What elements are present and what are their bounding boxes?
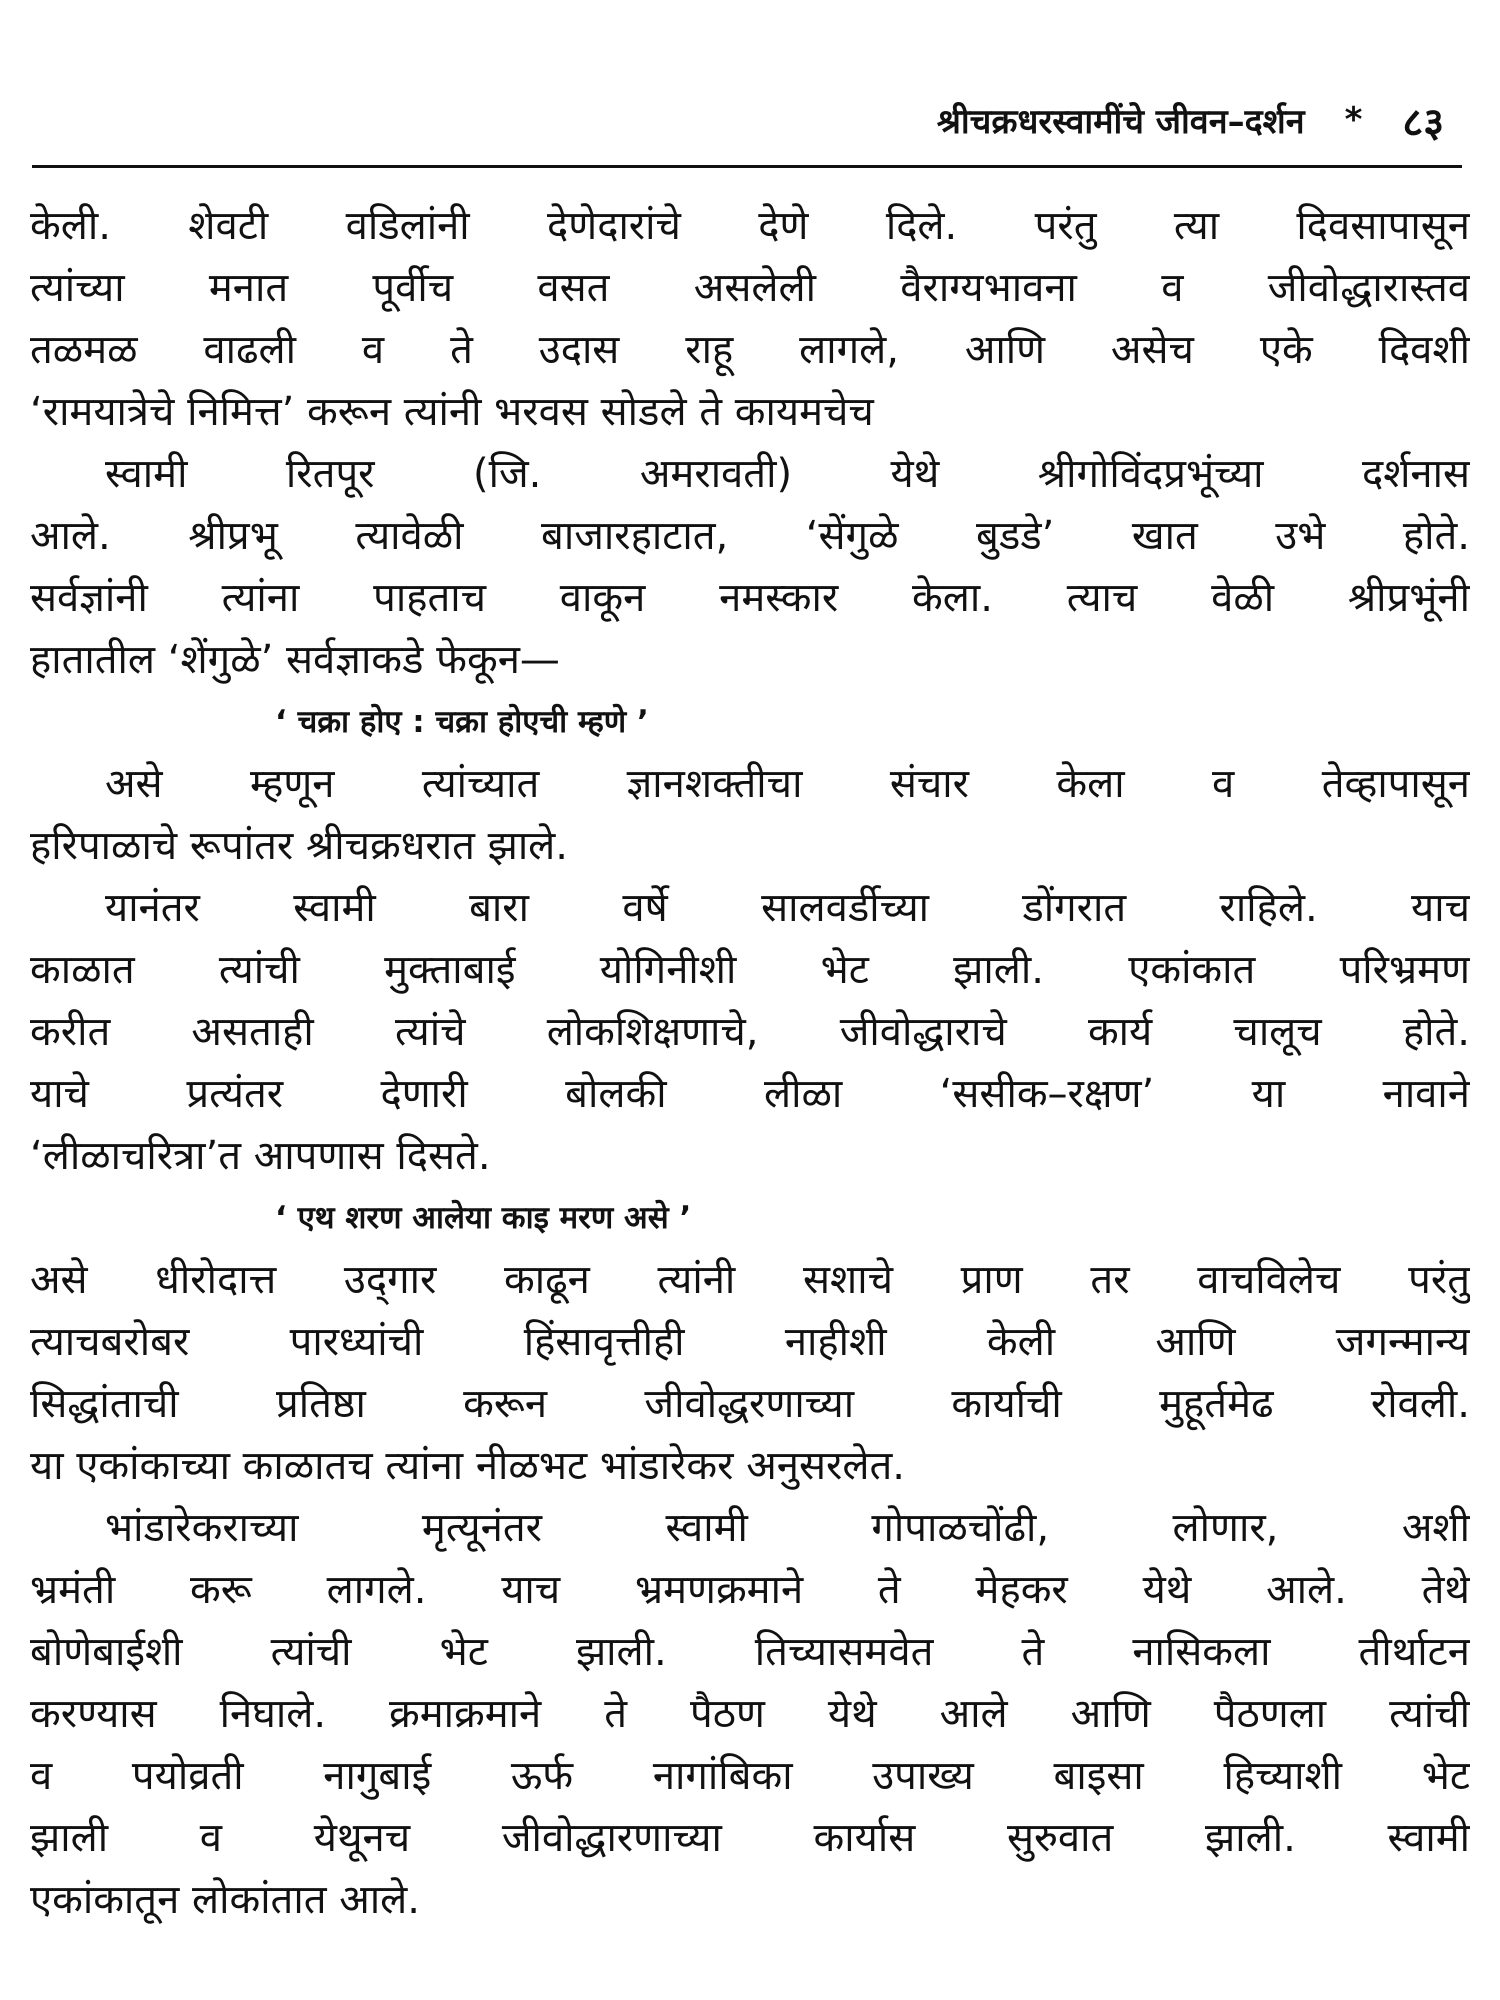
text-line: करीत असताही त्यांचे लोकशिक्षणाचे, जीवोद्धाराचे कार्य चालूच होते.: [30, 1009, 1470, 1055]
text-line: झाली व येथूनच जीवोद्धारणाच्या कार्यास सुरुवात झाली. स्वामी: [30, 1815, 1470, 1861]
text-line: या एकांकाच्या काळातच त्यांना नीळभट भांडारेकर अनुसरलेत.: [30, 1443, 906, 1489]
text-line: स्वामी रितपूर (जि. अमरावती) येथे श्रीगोविंदप्रभूंच्या दर्शनास: [105, 451, 1470, 497]
text-line: भांडारेकराच्या मृत्यूनंतर स्वामी गोपाळचोंढी, लोणार, अशी: [105, 1505, 1470, 1551]
block-quote: ‘ चक्रा होए : चक्रा होएची म्हणे ’: [275, 704, 649, 740]
text-line: हातातील ‘शेंगुळे’ सर्वज्ञाकडे फेकून—: [30, 637, 560, 683]
page-number: ८३: [1402, 99, 1444, 146]
running-header: [660, 90, 1450, 150]
text-line: सर्वज्ञांनी त्यांना पाहताच वाकून नमस्कार केला. त्याच वेळी श्रीप्रभूंनी: [30, 575, 1470, 621]
text-line: करण्यास निघाले. क्रमाक्रमाने ते पैठण येथे आले आणि पैठणला त्यांची: [30, 1691, 1470, 1737]
text-line: भ्रमंती करू लागले. याच भ्रमणक्रमाने ते मेहकर येथे आले. तेथे: [30, 1567, 1470, 1613]
block-quote: ‘ एथ शरण आलेया काइ मरण असे ’: [275, 1200, 692, 1236]
header-rule: [32, 165, 1462, 168]
text-line: सिद्धांताची प्रतिष्ठा करून जीवोद्धरणाच्या कार्याची मुहूर्तमेढ रोवली.: [30, 1381, 1470, 1427]
text-line: याचे प्रत्यंतर देणारी बोलकी लीळा ‘ससीक–रक्षण’ या नावाने: [30, 1071, 1470, 1117]
text-line: एकांकातून लोकांतात आले.: [30, 1877, 420, 1923]
text-line: ‘रामयात्रेचे निमित्त’ करून त्यांनी भरवस सोडले ते कायमचेच: [30, 389, 874, 435]
text-line: असे म्हणून त्यांच्यात ज्ञानशक्तीचा संचार केला व तेव्हापासून: [105, 761, 1470, 807]
text-line: यानंतर स्वामी बारा वर्षे सालवर्डीच्या डोंगरात राहिले. याच: [105, 885, 1470, 931]
text-line: तळमळ वाढली व ते उदास राहू लागले, आणि असेच एके दिवशी: [30, 327, 1470, 373]
text-line: त्याचबरोबर पारध्यांची हिंसावृत्तीही नाहीशी केली आणि जगन्मान्य: [30, 1319, 1470, 1365]
text-line: त्यांच्या मनात पूर्वीच वसत असलेली वैराग्यभावना व जीवोद्धारास्तव: [30, 265, 1470, 311]
text-line: व पयोव्रती नागुबाई ऊर्फ नागांबिका उपाख्य बाइसा हिच्याशी भेट: [30, 1753, 1470, 1799]
text-line: ‘लीळाचरित्रा’त आपणास दिसते.: [30, 1133, 491, 1179]
text-line: असे धीरोदात्त उद्‌गार काढून त्यांनी सशाचे प्राण तर वाचविलेच परंतु: [30, 1257, 1470, 1303]
text-line: हरिपाळाचे रूपांतर श्रीचक्रधरात झाले.: [30, 823, 569, 869]
text-line: आले. श्रीप्रभू त्यावेळी बाजारहाटात, ‘सेंगुळे बुडडे’ खात उभे होते.: [30, 513, 1470, 559]
text-line: बोणेबाईशी त्यांची भेट झाली. तिच्यासमवेत ते नासिकला तीर्थाटन: [30, 1629, 1470, 1675]
text-line: केली. शेवटी वडिलांनी देणेदारांचे देणे दिले. परंतु त्या दिवसापासून: [30, 203, 1470, 249]
text-line: काळात त्यांची मुक्ताबाई योगिनीशी भेट झाली. एकांकात परिभ्रमण: [30, 947, 1470, 993]
running-header-separator: *: [1344, 100, 1363, 140]
body-text: [30, 195, 1470, 1931]
running-header-title: श्रीचक्रधरस्वामींचे जीवन–दर्शन: [936, 102, 1305, 142]
